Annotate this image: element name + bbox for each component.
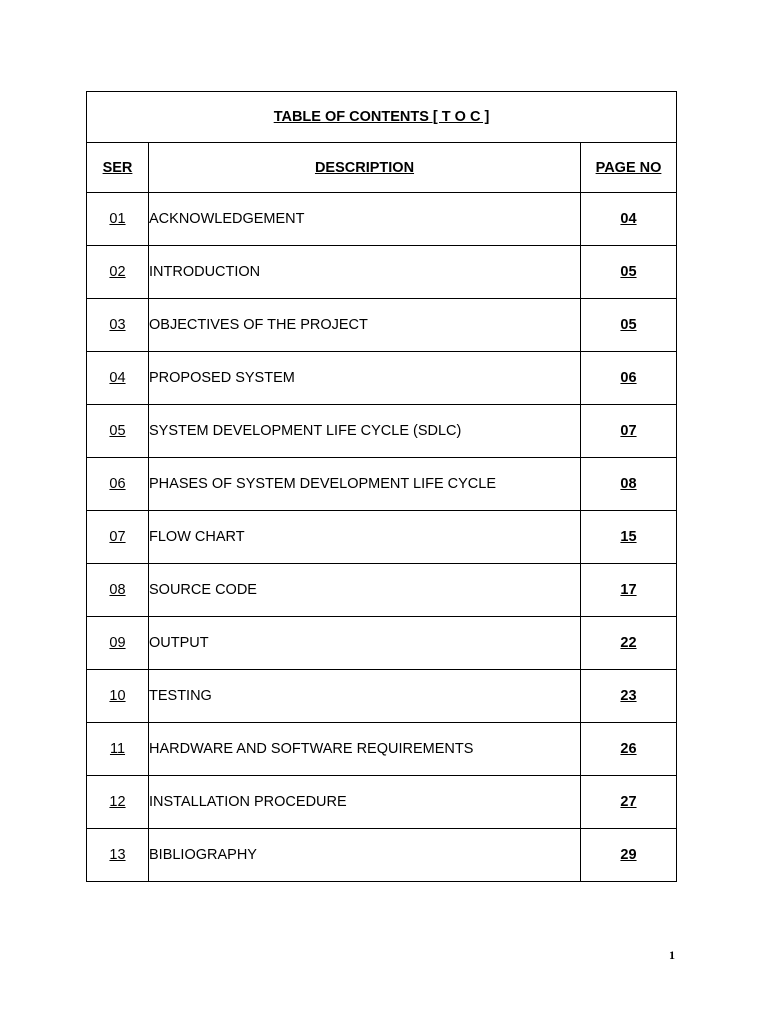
ser-cell: 07 (87, 511, 149, 564)
table-row (87, 246, 677, 299)
description-cell: OBJECTIVES OF THE PROJECT (149, 299, 581, 352)
ser-cell: 03 (87, 299, 149, 352)
toc-header-row (87, 143, 677, 193)
page-no-cell: 27 (581, 776, 677, 829)
ser-cell: 04 (87, 352, 149, 405)
description-cell: BIBLIOGRAPHY (149, 829, 581, 882)
ser-cell: 08 (87, 564, 149, 617)
table-row (87, 511, 677, 564)
page-no-cell: 04 (581, 193, 677, 246)
ser-cell: 13 (87, 829, 149, 882)
table-row (87, 617, 677, 670)
page-no-cell: 05 (581, 246, 677, 299)
page-no-cell: 06 (581, 352, 677, 405)
description-cell: FLOW CHART (149, 511, 581, 564)
description-column-header: DESCRIPTION (149, 143, 581, 193)
description-cell: SYSTEM DEVELOPMENT LIFE CYCLE (SDLC) (149, 405, 581, 458)
page-no-cell: 22 (581, 617, 677, 670)
ser-cell: 11 (87, 723, 149, 776)
description-cell: OUTPUT (149, 617, 581, 670)
table-row (87, 829, 677, 882)
table-row (87, 405, 677, 458)
page-no-cell: 07 (581, 405, 677, 458)
description-cell: ACKNOWLEDGEMENT (149, 193, 581, 246)
page-no-cell: 05 (581, 299, 677, 352)
page-no-cell: 08 (581, 458, 677, 511)
page-number: 1 (669, 948, 675, 962)
page-no-cell: 29 (581, 829, 677, 882)
ser-cell: 06 (87, 458, 149, 511)
table-row (87, 352, 677, 405)
ser-cell: 02 (87, 246, 149, 299)
description-cell: INTRODUCTION (149, 246, 581, 299)
table-row (87, 564, 677, 617)
ser-column-header: SER (87, 143, 149, 193)
description-cell: SOURCE CODE (149, 564, 581, 617)
page-no-cell: 15 (581, 511, 677, 564)
ser-cell: 05 (87, 405, 149, 458)
table-of-contents (86, 91, 677, 882)
toc-title-row (87, 92, 677, 143)
page-no-column-header: PAGE NO (581, 143, 677, 193)
description-cell: INSTALLATION PROCEDURE (149, 776, 581, 829)
ser-cell: 09 (87, 617, 149, 670)
table-row (87, 458, 677, 511)
page-no-cell: 23 (581, 670, 677, 723)
ser-cell: 12 (87, 776, 149, 829)
table-row (87, 670, 677, 723)
table-row (87, 193, 677, 246)
ser-cell: 10 (87, 670, 149, 723)
table-row (87, 299, 677, 352)
page-no-cell: 17 (581, 564, 677, 617)
ser-cell: 01 (87, 193, 149, 246)
toc-title: TABLE OF CONTENTS [ T O C ] (87, 92, 677, 143)
table-row (87, 723, 677, 776)
description-cell: PHASES OF SYSTEM DEVELOPMENT LIFE CYCLE (149, 458, 581, 511)
description-cell: HARDWARE AND SOFTWARE REQUIREMENTS (149, 723, 581, 776)
description-cell: TESTING (149, 670, 581, 723)
table-row (87, 776, 677, 829)
page-no-cell: 26 (581, 723, 677, 776)
description-cell: PROPOSED SYSTEM (149, 352, 581, 405)
